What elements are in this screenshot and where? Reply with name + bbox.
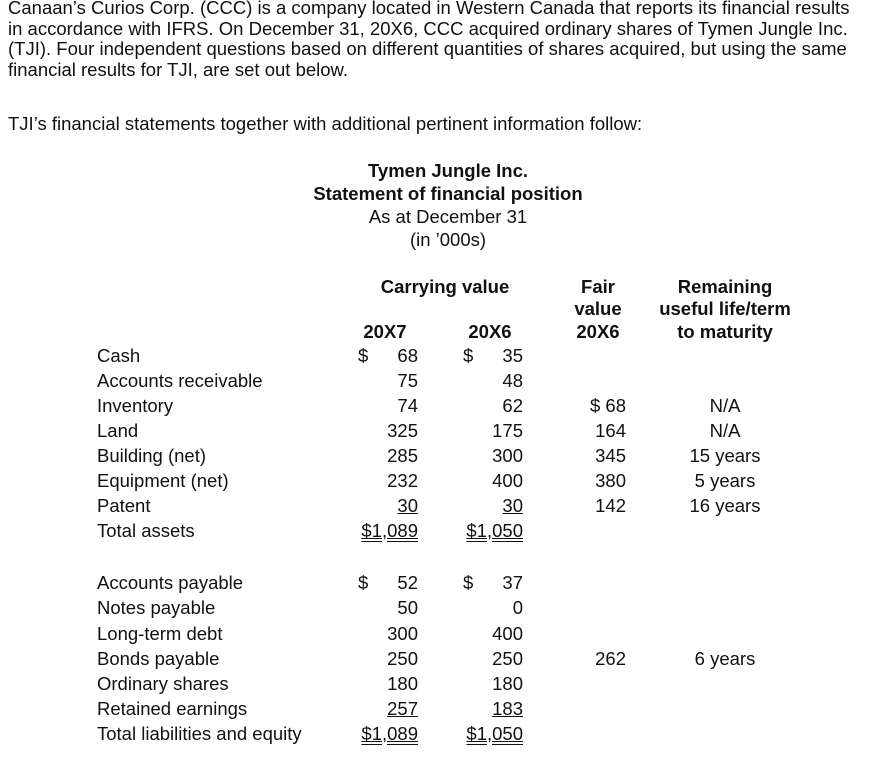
value-20x7-text: 30	[397, 495, 418, 516]
total-liabilities-20x6	[445, 723, 523, 745]
header-fair-1: Fair	[581, 276, 615, 297]
dollar-sign: $	[463, 572, 474, 593]
value-20x7: 285	[387, 445, 418, 466]
header-carrying-value: Carrying value	[380, 276, 510, 297]
row-label: Accounts payable	[97, 572, 244, 593]
value-20x6-text: 183	[492, 698, 523, 719]
fair-value: 164	[595, 420, 626, 441]
value-20x6: 35	[502, 345, 523, 366]
value-20x6: 62	[502, 395, 523, 416]
row-label: Ordinary shares	[97, 673, 229, 694]
company-name: Tymen Jungle Inc.	[367, 160, 529, 181]
row-label: Notes payable	[97, 597, 216, 618]
row-label: Building (net)	[97, 445, 207, 466]
row-label: Patent	[97, 495, 151, 516]
total-liabilities-20x6-text: $1,050	[466, 723, 523, 744]
header-fair-2: value	[574, 298, 622, 319]
dollar-sign: $	[463, 345, 474, 366]
statement-title: Statement of financial position	[313, 183, 583, 204]
value-20x6: 37	[502, 572, 523, 593]
total-assets-20x6-text: $1,050	[466, 520, 523, 541]
header-remaining-2: useful life/term	[659, 298, 791, 319]
value-20x7: 325	[387, 420, 418, 441]
remaining-life: N/A	[709, 420, 741, 441]
intro-lead: TJI’s financial statements together with additional pertinent information follow:	[8, 113, 643, 134]
row-label: Retained earnings	[97, 698, 248, 719]
value-20x7: 180	[387, 673, 418, 694]
value-20x6: 250	[492, 648, 523, 669]
value-20x7: 68	[397, 345, 418, 366]
row-label: Accounts receivable	[97, 370, 263, 391]
row-label: Bonds payable	[97, 648, 220, 669]
value-20x7-text: 257	[387, 698, 418, 719]
remaining-life: N/A	[709, 395, 741, 416]
value-20x7: 250	[387, 648, 418, 669]
header-remaining-3: to maturity	[677, 321, 773, 342]
fair-value: 142	[595, 495, 626, 516]
value-20x7: 74	[397, 395, 418, 416]
value-20x6: 48	[502, 370, 523, 391]
value-20x6: 175	[492, 420, 523, 441]
value-20x6: 0	[512, 597, 523, 618]
fair-value: 380	[595, 470, 626, 491]
value-20x6: 400	[492, 470, 523, 491]
header-year-20x6: 20X6	[468, 321, 512, 342]
header-remaining-1: Remaining	[677, 276, 773, 297]
value-20x7: 50	[397, 597, 418, 618]
total-assets-20x6	[445, 520, 523, 542]
value-20x6: 400	[492, 623, 523, 644]
value-20x7	[340, 495, 418, 517]
remaining-life: 16 years	[689, 495, 761, 516]
value-20x6	[445, 495, 523, 517]
value-20x6: 300	[492, 445, 523, 466]
dollar-sign: $	[358, 345, 369, 366]
statement-date: As at December 31	[368, 206, 528, 227]
value-20x6	[445, 698, 523, 720]
row-label: Inventory	[97, 395, 174, 416]
dollar-sign: $	[358, 572, 369, 593]
fair-value: 262	[595, 648, 626, 669]
value-20x7: 52	[397, 572, 418, 593]
total-liabilities-20x7	[340, 723, 418, 745]
total-assets-label: Total assets	[97, 520, 195, 541]
remaining-life: 5 years	[694, 470, 756, 491]
row-label: Land	[97, 420, 139, 441]
total-assets-20x7-text: $1,089	[361, 520, 418, 541]
intro-paragraph: Canaan’s Curios Corp. (CCC) is a company located in Western Canada that reports its financial results in accordance with IFRS. On December 31, 20X6, CCC acquired ordinary shares of Tymen Jungle Inc. (TJI). Four independent questions based on different quantities of shares acquired, but using the same financial results for TJI, are set out below.	[8, 0, 850, 80]
row-label: Long-term debt	[97, 623, 223, 644]
row-label: Cash	[97, 345, 141, 366]
statement-units: (in ’000s)	[409, 229, 487, 250]
value-20x6: 180	[492, 673, 523, 694]
remaining-life: 6 years	[694, 648, 756, 669]
value-20x6-text: 30	[502, 495, 523, 516]
value-20x7: 232	[387, 470, 418, 491]
fair-value: $ 68	[589, 395, 626, 416]
header-fair-3: 20X6	[576, 321, 620, 342]
fair-value: 345	[595, 445, 626, 466]
value-20x7	[340, 698, 418, 720]
total-liabilities-20x7-text: $1,089	[361, 723, 418, 744]
total-assets-20x7	[340, 520, 418, 542]
row-label: Equipment (net)	[97, 470, 229, 491]
total-liabilities-label: Total liabilities and equity	[97, 723, 302, 744]
value-20x7: 300	[387, 623, 418, 644]
header-year-20x7: 20X7	[363, 321, 407, 342]
remaining-life: 15 years	[689, 445, 761, 466]
value-20x7: 75	[397, 370, 418, 391]
